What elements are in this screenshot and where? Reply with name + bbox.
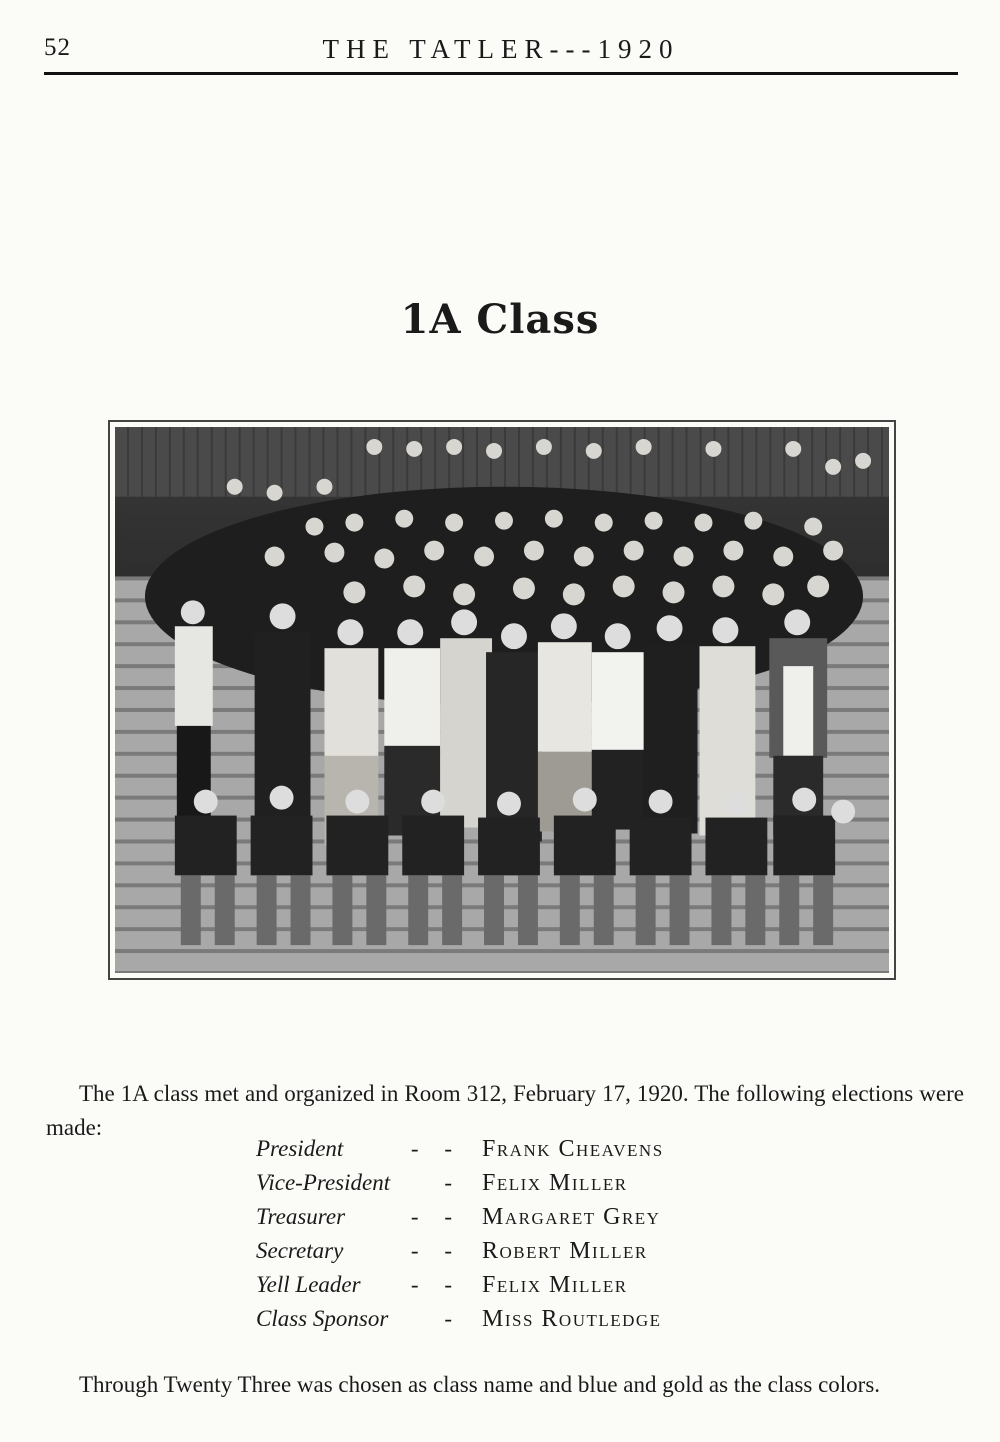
class-group-photo [115, 427, 889, 973]
election-row [256, 1302, 776, 1336]
election-dash: - [444, 1306, 462, 1331]
election-role: Treasurer [256, 1204, 346, 1229]
section-title: 1A Class [400, 296, 600, 343]
running-title: THE TATLER---1920 [322, 34, 680, 64]
closing-paragraph: Through Twenty Three was chosen as class name and blue and gold as the class colors. [79, 1372, 881, 1397]
class-photo-frame [108, 420, 896, 980]
election-role: Secretary [256, 1238, 344, 1263]
election-name: Felix Miller [482, 1272, 628, 1298]
header-rule [44, 72, 958, 75]
intro-paragraph: The 1A class met and organized in Room 312, February 17, 1920. The following elections were made: [46, 1081, 964, 1140]
election-row [256, 1234, 776, 1268]
election-row [256, 1166, 776, 1200]
election-role: Vice-President [256, 1170, 391, 1195]
election-role: President [256, 1136, 344, 1161]
election-name: Margaret Grey [482, 1204, 661, 1230]
election-name: Frank Cheavens [482, 1136, 664, 1162]
election-dash: - - [410, 1272, 462, 1297]
election-name: Miss Routledge [482, 1306, 662, 1332]
election-dash: - - [410, 1238, 462, 1263]
election-name: Felix Miller [482, 1170, 628, 1196]
election-name: Robert Miller [482, 1238, 648, 1264]
election-role: Class Sponsor [256, 1306, 389, 1331]
election-dash: - [444, 1170, 462, 1195]
elections-list [256, 1132, 776, 1336]
election-dash: - - [410, 1136, 462, 1161]
election-row [256, 1200, 776, 1234]
page-number: 52 [44, 34, 71, 61]
page-header [44, 30, 958, 70]
election-dash: - - [410, 1204, 462, 1229]
election-row [256, 1132, 776, 1166]
election-row [256, 1268, 776, 1302]
election-role: Yell Leader [256, 1272, 361, 1297]
